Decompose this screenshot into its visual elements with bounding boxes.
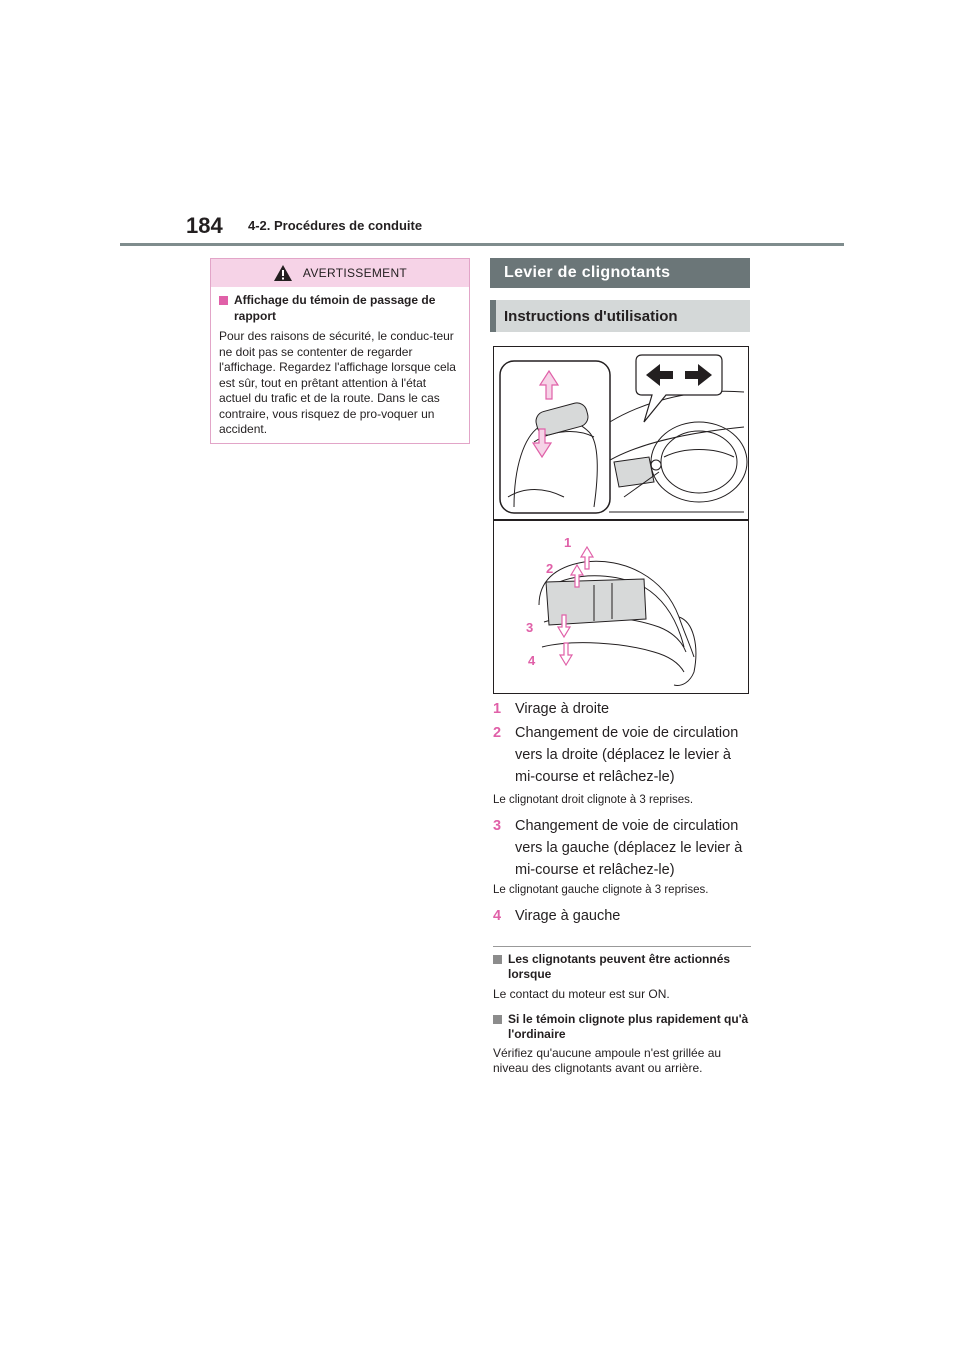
warning-text: Pour des raisons de sécurité, le conduc-teur ne doit pas se contenter de regarder l'affichage. Regardez l'affichage lorsque cela est sûr, tout en prêtant attention à l'état actuel du trafic et de la route. Dans le cas contraire, vous risquez de pro-voquer un accident. [219,329,456,436]
section-rule [493,946,751,947]
note-left: Le clignotant gauche clignote à 3 reprises. [493,884,709,896]
subtitle-band [490,300,750,332]
step-number: 2 [493,725,502,741]
step-number: 1 [493,701,502,717]
figure-label-3: 3 [526,620,534,635]
step-text: Virage à droite [515,701,610,717]
step-2 [493,722,751,788]
turn-signal-figure [493,346,749,694]
step-3 [493,815,751,881]
header-rule [120,243,844,246]
section-title: 4-2. Procédures de conduite [248,218,423,233]
figure-label-1: 1 [564,535,572,550]
warning-heading: Affichage du témoin de passage de rapport [234,293,436,323]
warning-triangle-icon [273,264,293,282]
warning-heading-row [219,293,459,324]
subtitle: Instructions d'utilisation [504,307,678,325]
square-bullet-icon [493,1015,502,1024]
info-heading-1 [493,952,751,982]
square-bullet-icon [219,296,228,305]
figure-label-2: 2 [546,561,554,576]
main-title-band [490,258,750,288]
info-heading-text: Les clignotants peuvent être actionnés lorsque [508,952,731,981]
info-heading-text: Si le témoin clignote plus rapidement qu'à l'ordinaire [508,1012,749,1041]
info-text-1: Le contact du moteur est sur ON. [493,987,670,1001]
warning-header [211,259,469,287]
step-number: 3 [493,818,502,834]
figure-label-4: 4 [528,653,536,668]
warning-title: AVERTISSEMENT [302,266,408,280]
step-text-cont: vers la gauche (déplacez le levier à mi-course et relâchez-le) [515,840,743,878]
note-right: Le clignotant droit clignote à 3 reprises. [493,794,694,806]
square-bullet-icon [493,955,502,964]
step-text-cont: vers la droite (déplacez le levier à mi-course et relâchez-le) [515,747,731,785]
info-text-2: Vérifiez qu'aucune ampoule n'est grillée au niveau des clignotants avant ou arrière. [493,1046,722,1075]
turn-signal-illustration [494,347,748,693]
step-text: Virage à gauche [515,908,621,924]
step-number: 4 [493,908,502,924]
main-title: Levier de clignotants [504,264,671,281]
warning-box [210,258,470,444]
arrows-bubble [636,355,722,422]
warning-body [211,287,469,438]
page-number: 184 [186,213,223,238]
step-4 [493,905,751,927]
info-heading-2 [493,1012,751,1042]
step-text: Changement de voie de circulation [515,818,739,834]
step-1 [493,698,751,720]
step-text: Changement de voie de circulation [515,725,739,741]
dashboard-drawing [589,391,747,512]
hand-lever-inset [500,361,610,513]
subtitle-bar [490,300,496,332]
